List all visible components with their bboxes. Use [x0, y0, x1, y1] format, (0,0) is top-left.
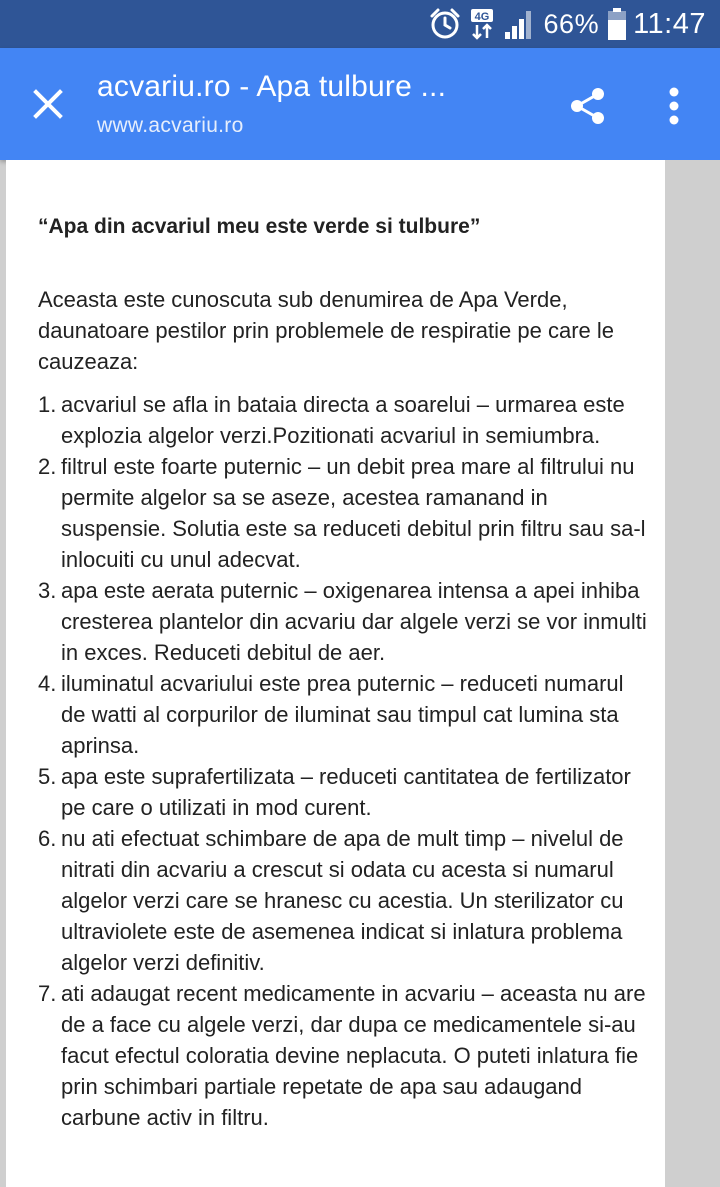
- page-title: acvariu.ro - Apa tulbure ...: [97, 70, 447, 103]
- list-item-text: apa este aerata puternic – oxigenarea intensa a apei inhiba cresterea plantelor din acvariu dar algele verzi se vor inmulti in exces. Reduceti debitul de aer.: [61, 578, 647, 665]
- custom-tab-toolbar: [0, 48, 720, 160]
- list-item: [38, 668, 649, 761]
- battery-icon: [607, 7, 627, 41]
- list-item: [38, 978, 649, 1133]
- page-margin-area: [665, 160, 720, 1187]
- list-item-number: 7.: [38, 981, 57, 1006]
- causes-list: [38, 389, 649, 1133]
- share-icon: [568, 86, 608, 126]
- list-item: [38, 761, 649, 823]
- battery-percent: 66%: [543, 8, 600, 39]
- list-item-number: 1.: [38, 392, 57, 417]
- list-item: [38, 575, 649, 668]
- article-heading: “Apa din acvariul meu este verde si tulbure”: [38, 215, 481, 238]
- close-button[interactable]: [22, 78, 74, 130]
- list-item-text: nu ati efectuat schimbare de apa de mult timp – nivelul de nitrati din acvariu a crescut si odata cu acesta si numarul algelor verzi care se hranesc cu acestia. Un sterilizator cu ultraviolete este de asemenea indicat si inlatura problema algelor verzi definitiv.: [61, 826, 624, 975]
- list-item-number: 5.: [38, 764, 57, 789]
- list-item-text: filtrul este foarte puternic – un debit prea mare al filtrului nu permite algelor sa se aseze, acestea ramanand in suspensie. Solutia este sa reduceti debitul prin filtru sau sa-l inlocuiti cu unul adecvat.: [61, 454, 646, 572]
- list-item: [38, 451, 649, 575]
- network-4g-icon: [470, 7, 496, 41]
- status-bar: [0, 0, 720, 48]
- alarm-icon: [428, 7, 462, 41]
- more-vert-icon: [668, 86, 680, 126]
- page-url: www.acvariu.ro: [97, 114, 244, 137]
- list-item-text: apa este suprafertilizata – reduceti cantitatea de fertilizator pe care o utilizati in mod curent.: [61, 764, 631, 820]
- list-item-text: acvariul se afla in bataia directa a soarelui – urmarea este explozia algelor verzi.Pozitionati acvariul in semiumbra.: [61, 392, 625, 448]
- list-item: [38, 823, 649, 978]
- close-icon: [32, 88, 64, 120]
- list-item-text: iluminatul acvariului este prea puternic – reduceti numarul de watti al corpurilor de iluminat sau timpul cat lumina sta aprinsa.: [61, 671, 624, 758]
- more-options-button[interactable]: [650, 80, 698, 132]
- signal-icon: [504, 8, 534, 40]
- list-item-number: 6.: [38, 826, 57, 851]
- list-item-text: ati adaugat recent medicamente in acvariu – aceasta nu are de a face cu algele verzi, dar dupa ce medicamentele si-au facut efectul coloratia devine neplacuta. O puteti inlatura fie prin schimbari partiale repetate de apa sau adaugand carbune activ in filtru.: [61, 981, 646, 1130]
- list-item-number: 2.: [38, 454, 57, 479]
- list-item: [38, 389, 649, 451]
- share-button[interactable]: [562, 80, 614, 132]
- clock: 11:47: [633, 7, 706, 40]
- web-page-content[interactable]: [6, 160, 665, 1187]
- network-type-label: 4G: [474, 11, 489, 23]
- list-item-number: 4.: [38, 671, 57, 696]
- list-item-number: 3.: [38, 578, 57, 603]
- article-intro: Aceasta este cunoscuta sub denumirea de Apa Verde, daunatoare pestilor prin problemele de respiratie pe care le cauzeaza:: [38, 287, 615, 374]
